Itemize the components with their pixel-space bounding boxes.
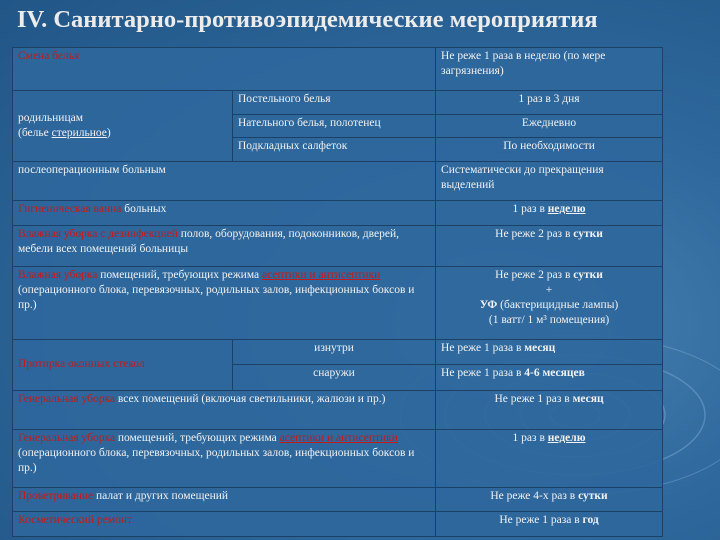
freq-text: Не реже 1 раз в <box>494 393 573 406</box>
general-cleaning-highlight: Генеральная уборка <box>18 393 115 406</box>
general-cleaning-frequency <box>436 391 663 430</box>
label-rest: палат и других помещений <box>93 489 229 502</box>
sanitary-measures-table <box>12 47 663 537</box>
page-title: IV. Санитарно-противоэпидемические мероприятия <box>17 6 598 33</box>
postop-label: послеоперационным больным <box>13 162 436 201</box>
freq-period: месяц <box>524 341 556 354</box>
label-rest: (операционного блока, перевязочных, родильных залов, инфекционных боксов и пр.) <box>18 447 415 474</box>
plus-sign: + <box>545 283 553 296</box>
aseptic-highlight: асептики и антисептики <box>279 432 398 445</box>
window-inside-label: изнутри <box>233 339 436 365</box>
wet-cleaning-highlight: Влажная уборка <box>18 268 98 281</box>
freq-text: 1 раз в <box>512 203 548 216</box>
postpartum-linen-note: (белье <box>18 127 52 140</box>
aseptic-general-cleaning-frequency <box>436 430 663 488</box>
table-row <box>13 201 663 226</box>
cosmetic-repair-frequency <box>436 512 663 537</box>
freq-text: 1 раз в <box>512 432 548 445</box>
wet-cleaning-label <box>13 225 436 266</box>
window-wipe-label: Протирка оконных стекол <box>13 339 233 390</box>
freq-period: сутки <box>573 227 603 240</box>
table-row <box>13 91 663 115</box>
bed-linen-label: Постельного белья <box>233 91 436 115</box>
uv-power-text: (1 ватт/ 1 м³ помещения) <box>488 313 610 326</box>
general-cleaning-label <box>13 391 436 430</box>
freq-text: Не реже 1 раза в <box>499 514 583 527</box>
closing-paren: ) <box>106 127 111 140</box>
label-rest: всех помещений (включая светильники, жалюзи и пр.) <box>114 393 386 406</box>
postpartum-label <box>13 91 233 162</box>
aseptic-wet-cleaning-frequency <box>436 266 663 339</box>
uv-label: УФ <box>479 298 498 311</box>
wet-cleaning-frequency <box>436 225 663 266</box>
window-inside-frequency <box>436 339 663 365</box>
table-row <box>13 339 663 365</box>
hygiene-bath-rest: больных <box>121 203 167 216</box>
hygiene-bath-label <box>13 201 436 226</box>
underwear-frequency: Ежедневно <box>436 114 663 138</box>
freq-period: неделю <box>547 432 586 445</box>
freq-text: Не реже 2 раз в <box>495 227 574 240</box>
label-mid: помещений, требующих режима <box>114 432 280 445</box>
table-row <box>13 225 663 266</box>
window-outside-label: снаружи <box>233 365 436 391</box>
underwear-label: Нательного белья, полотенец <box>233 114 436 138</box>
freq-period: сутки <box>578 489 608 502</box>
aseptic-wet-cleaning-label <box>13 266 436 339</box>
freq-period: 4-6 месяцев <box>524 367 585 380</box>
freq-period: сутки <box>573 268 603 281</box>
table-row <box>13 48 663 91</box>
airing-highlight: Проветривание <box>18 489 94 502</box>
pads-frequency: По необходимости <box>436 138 663 162</box>
label-rest: (операционного блока, перевязочных, родильных залов, инфекционных боксов и пр.) <box>18 283 415 311</box>
hygiene-bath-highlight: Гигиеническая ванна <box>18 203 122 216</box>
general-cleaning-highlight: Генеральная уборка <box>18 432 115 445</box>
linen-change-frequency: Не реже 1 раза в неделю (по мере загрязнения) <box>436 48 663 91</box>
freq-period: месяц <box>572 393 604 406</box>
wet-cleaning-highlight: Влажная уборка с дезинфекцией <box>18 227 178 240</box>
table-row <box>13 162 663 201</box>
airing-frequency <box>436 487 663 512</box>
freq-period: неделю <box>547 203 586 216</box>
freq-text: Не реже 2 раз в <box>495 268 574 281</box>
pads-label: Подкладных салфеток <box>233 138 436 162</box>
linen-change-label: Смена белья <box>13 48 436 91</box>
window-outside-frequency <box>436 365 663 391</box>
wet-cleaning-rest: полов, оборудования, подоконников, дверей, мебели всех помещений больницы <box>18 227 400 255</box>
hygiene-bath-frequency <box>436 201 663 226</box>
table-row <box>13 487 663 512</box>
airing-label <box>13 487 436 512</box>
aseptic-general-cleaning-label <box>13 430 436 488</box>
aseptic-highlight: асептики и антисептики <box>262 268 381 281</box>
postop-frequency: Систематически до прекращения выделений <box>436 162 663 201</box>
freq-text: Не реже 1 раза в <box>441 367 525 380</box>
uv-lamps-text: (бактерицидные лампы) <box>497 298 619 311</box>
table-row <box>13 430 663 488</box>
table-row <box>13 391 663 430</box>
sterile-word: стерильное <box>51 127 107 140</box>
cosmetic-repair-label: Косметический ремонт <box>13 512 436 537</box>
freq-period: год <box>582 514 599 527</box>
label-mid: помещений, требующих режима <box>97 268 263 281</box>
table-row <box>13 266 663 339</box>
freq-text: Не реже 4-х раз в <box>490 489 579 502</box>
bed-linen-frequency: 1 раз в 3 дня <box>436 91 663 115</box>
postpartum-text: родильницам <box>18 112 84 125</box>
table-row <box>13 512 663 537</box>
freq-text: Не реже 1 раза в <box>441 341 525 354</box>
